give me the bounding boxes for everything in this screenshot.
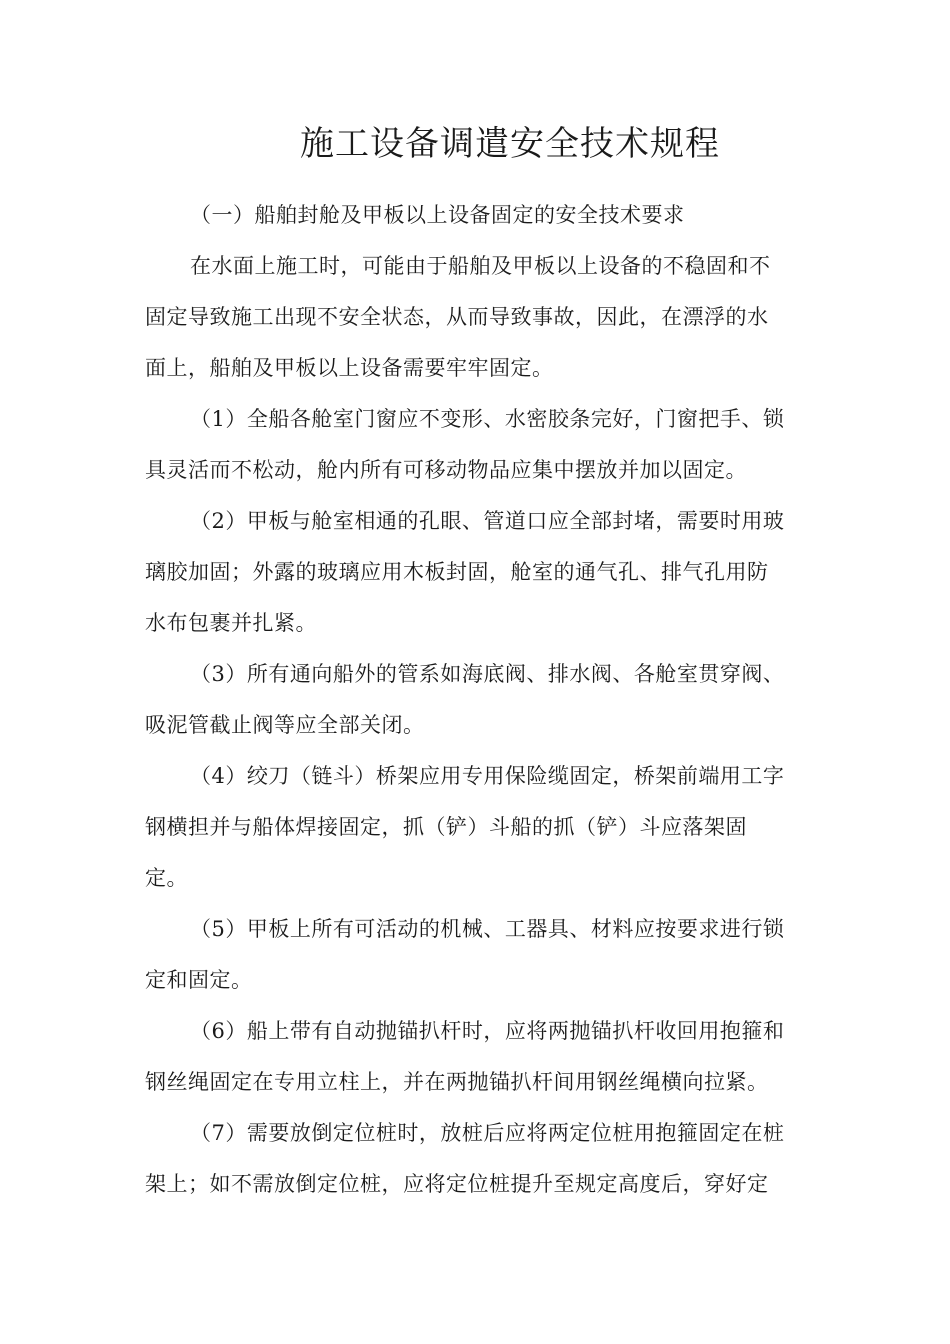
list-item-4-line: 定。 xyxy=(145,866,188,890)
list-item-3-line: 吸泥管截止阀等应全部关闭。 xyxy=(145,713,425,737)
section-heading: （一）船舶封舱及甲板以上设备固定的安全技术要求 xyxy=(190,203,685,227)
list-item-6-line: 钢丝绳固定在专用立柱上，并在两抛锚扒杆间用钢丝绳横向拉紧。 xyxy=(145,1070,769,1094)
list-item-2-line: （2）甲板与舱室相通的孔眼、管道口应全部封堵，需要时用玻 xyxy=(190,509,785,533)
document-title: 施工设备调遣安全技术规程 xyxy=(300,124,720,164)
list-item-2-line: 水布包裹并扎紧。 xyxy=(145,611,317,635)
list-item-6-line: （6）船上带有自动抛锚扒杆时，应将两抛锚扒杆收回用抱箍和 xyxy=(190,1019,785,1043)
paragraph-line: 固定导致施工出现不安全状态，从而导致事故，因此，在漂浮的水 xyxy=(145,305,769,329)
list-item-1-line: （1）全船各舱室门窗应不变形、水密胶条完好，门窗把手、锁 xyxy=(190,407,785,431)
list-item-1-line: 具灵活而不松动，舱内所有可移动物品应集中摆放并加以固定。 xyxy=(145,458,747,482)
list-item-5-line: （5）甲板上所有可活动的机械、工器具、材料应按要求进行锁 xyxy=(190,917,785,941)
list-item-7-line: 架上；如不需放倒定位桩，应将定位桩提升至规定高度后，穿好定 xyxy=(145,1172,769,1196)
paragraph-line: 在水面上施工时，可能由于船舶及甲板以上设备的不稳固和不 xyxy=(190,254,771,278)
list-item-3-line: （3）所有通向船外的管系如海底阀、排水阀、各舱室贯穿阀、 xyxy=(190,662,785,686)
list-item-2-line: 璃胶加固；外露的玻璃应用木板封固，舱室的通气孔、排气孔用防 xyxy=(145,560,769,584)
list-item-4-line: （4）绞刀（链斗）桥架应用专用保险缆固定，桥架前端用工字 xyxy=(190,764,785,788)
list-item-5-line: 定和固定。 xyxy=(145,968,253,992)
paragraph-line: 面上，船舶及甲板以上设备需要牢牢固定。 xyxy=(145,356,554,380)
list-item-7-line: （7）需要放倒定位桩时，放桩后应将两定位桩用抱箍固定在桩 xyxy=(190,1121,785,1145)
list-item-4-line: 钢横担并与船体焊接固定，抓（铲）斗船的抓（铲）斗应落架固 xyxy=(145,815,747,839)
